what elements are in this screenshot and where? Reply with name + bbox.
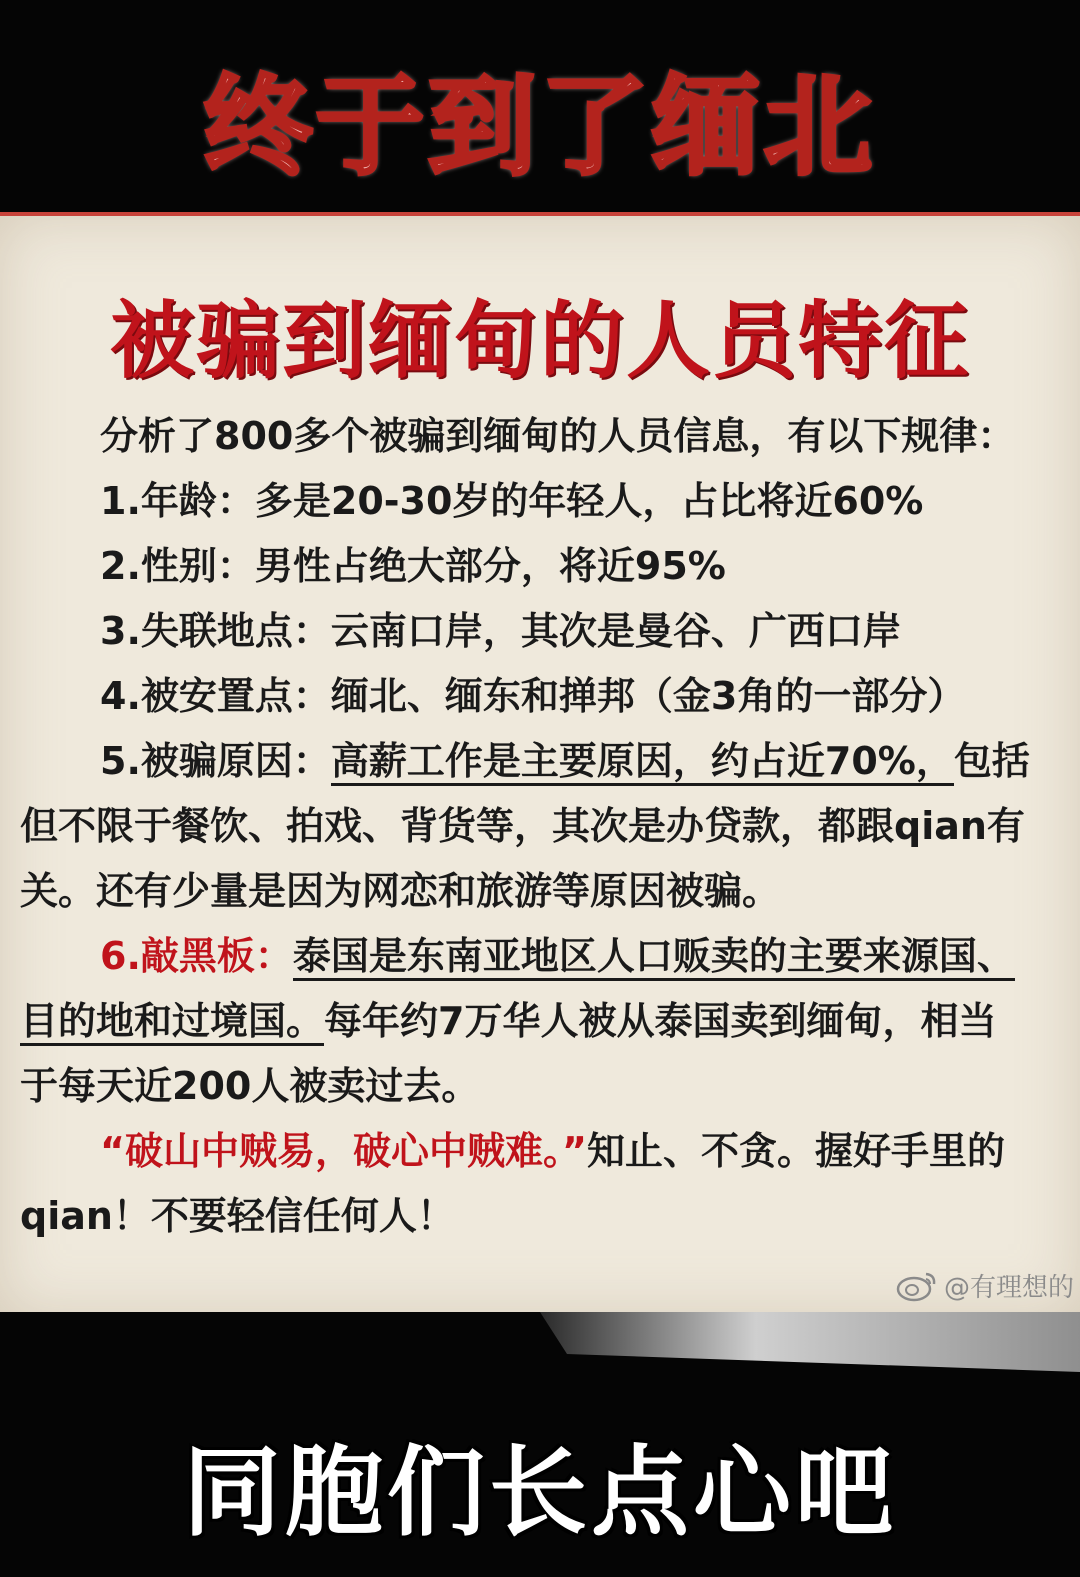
- item-reason-underlined: 高薪工作是主要原因，约占近70%，: [331, 739, 954, 786]
- item-reason-label: 5.被骗原因：: [100, 739, 331, 783]
- poster-body: [20, 404, 1030, 1249]
- item-highlight-underlined: 泰国是东南亚地区人口贩卖的主要来源国、目的地和过境国。: [20, 934, 1015, 1046]
- bottom-area: [0, 1312, 1080, 1577]
- bottom-caption: 同胞们长点心吧: [182, 1436, 897, 1550]
- item-location-text: 云南口岸，其次是曼谷、广西口岸: [330, 609, 901, 653]
- item-location-label: 3.失联地点：: [100, 609, 331, 653]
- item-placement-label: 4.被安置点：: [100, 674, 331, 718]
- weibo-icon: [896, 1270, 938, 1302]
- watermark: [896, 1267, 1074, 1304]
- item-highlight-label: 6.敲黑板：: [100, 934, 293, 978]
- item-placement: [20, 664, 1030, 729]
- watermark-text: @有理想的: [943, 1273, 1074, 1303]
- intro-paragraph: 分析了800多个被骗到缅甸的人员信息，有以下规律：: [100, 414, 1016, 458]
- item-age-label: 1.年龄：: [100, 479, 255, 523]
- item-age: [20, 469, 1030, 534]
- item-gender: [20, 534, 1030, 599]
- item-highlight: [20, 924, 1030, 1119]
- item-age-text: 多是20-30岁的年轻人，占比将近60%: [254, 479, 924, 523]
- photo-strip: [540, 1312, 1080, 1372]
- quote-red: “破山中贼易，破心中贼难。”: [100, 1129, 587, 1173]
- item-gender-label: 2.性别：: [100, 544, 255, 588]
- quote-rest: 知止、不贪。握好手里的qian！不要轻信任何人！: [20, 1129, 1005, 1238]
- item-placement-text: 缅北、缅东和掸邦（金3角的一部分）: [330, 674, 966, 718]
- poster: [0, 212, 1080, 1316]
- closing-quote: [20, 1119, 1030, 1249]
- item-highlight-text: 每年约7万华人被从泰国卖到缅甸，相当于每天近200人被卖过去。: [20, 999, 997, 1108]
- item-gender-text: 男性占绝大部分，将近95%: [254, 544, 726, 588]
- top-title: 终于到了缅北: [203, 65, 876, 190]
- poster-title: 被骗到缅甸的人员特征: [109, 292, 970, 390]
- top-banner: [0, 0, 1080, 210]
- item-reason: [20, 729, 1030, 924]
- item-reason-text: 包括但不限于餐饮、拍戏、背货等，其次是办贷款，都跟qian有关。还有少量是因为网恋和旅游等原因被骗。: [20, 739, 1030, 913]
- item-location: [20, 599, 1030, 664]
